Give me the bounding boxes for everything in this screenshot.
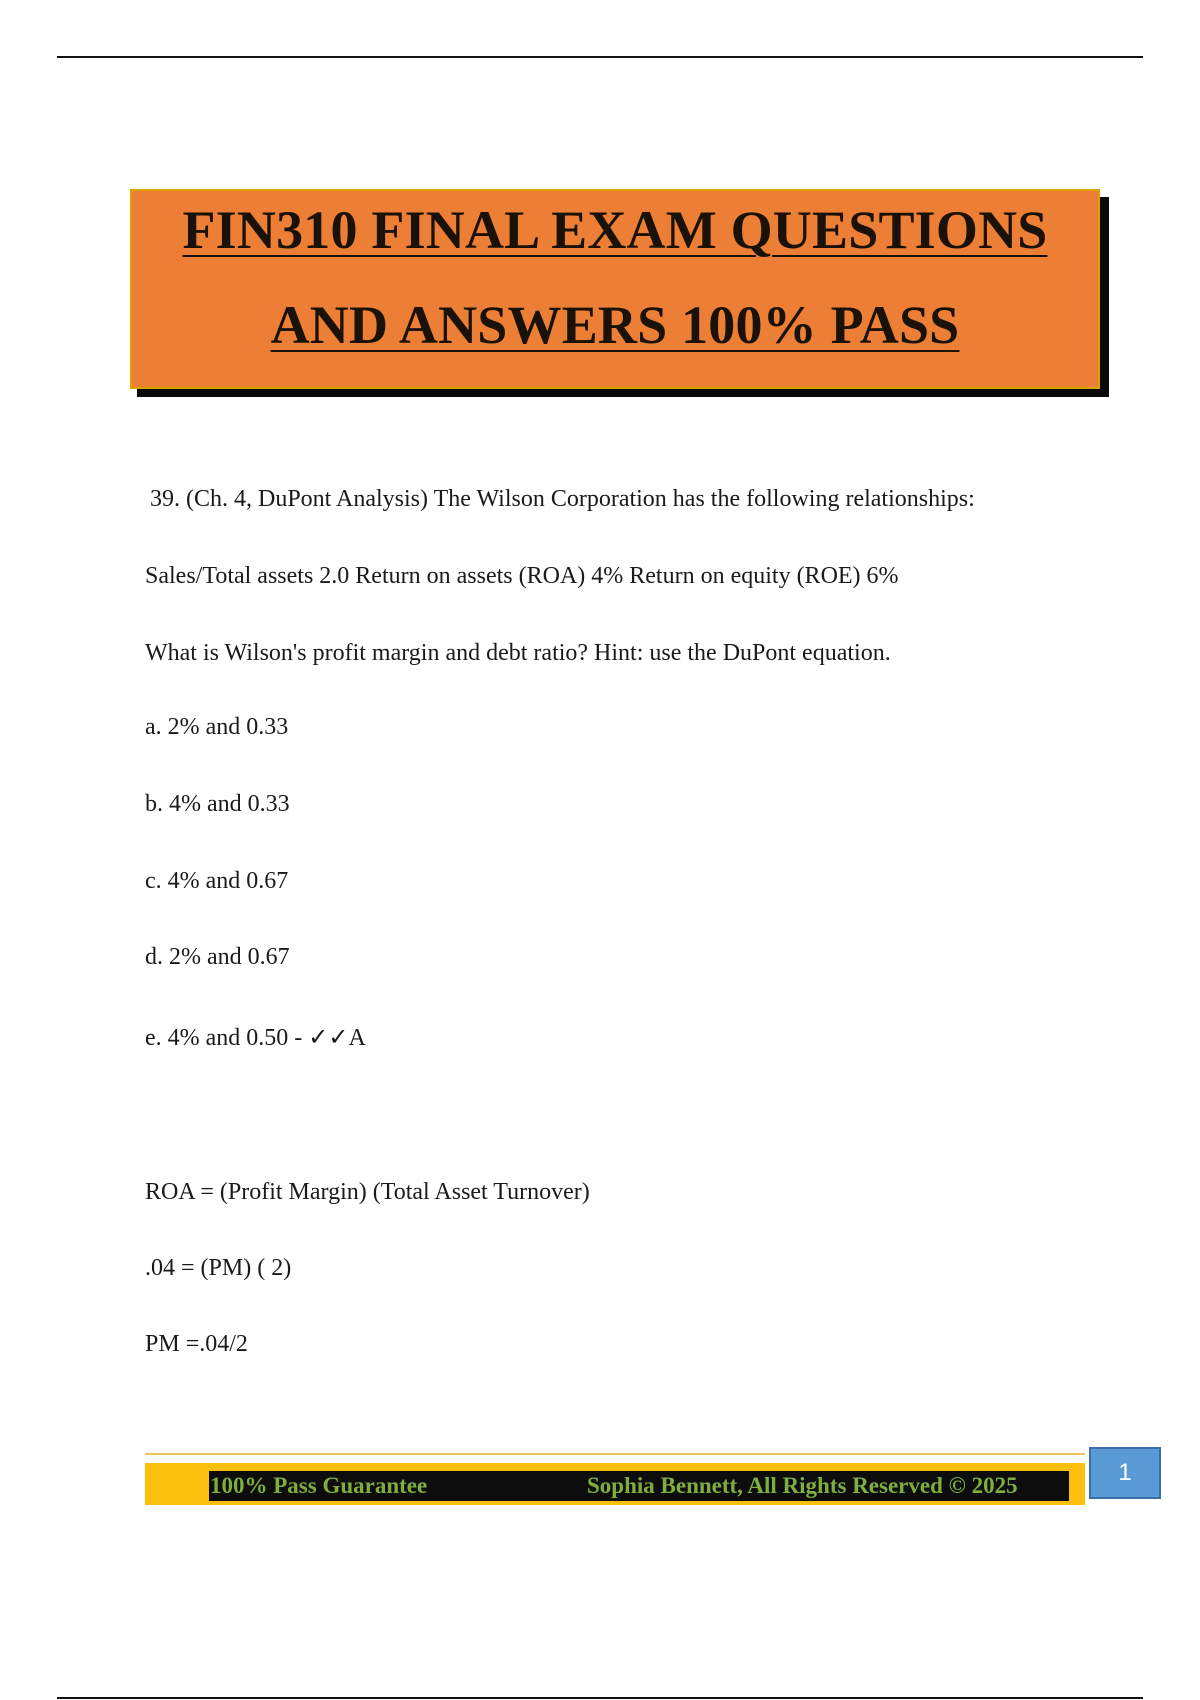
title-box <box>130 189 1100 389</box>
footer-rule <box>145 1453 1085 1455</box>
question-given: Sales/Total assets 2.0 Return on assets (ROA) 4% Return on equity (ROE) 6% <box>145 563 899 589</box>
footer-left-text: 100% Pass Guarantee <box>210 1473 428 1498</box>
solution-line-3: PM =.04/2 <box>145 1331 248 1357</box>
option-d: d. 2% and 0.67 <box>145 944 290 970</box>
question-stem: 39. (Ch. 4, DuPont Analysis) The Wilson Corporation has the following relationships: <box>150 486 975 512</box>
title-line-2: AND ANSWERS 100% PASS <box>270 295 960 355</box>
option-b: b. 4% and 0.33 <box>145 791 290 817</box>
footer-copyright: Sophia Bennett, All Rights Reserved © 2025 <box>587 1473 1018 1498</box>
option-a: a. 2% and 0.33 <box>145 714 289 740</box>
question-prompt: What is Wilson's profit margin and debt ratio? Hint: use the DuPont equation. <box>145 640 891 666</box>
option-c: c. 4% and 0.67 <box>145 868 289 894</box>
solution-line-1: ROA = (Profit Margin) (Total Asset Turnover) <box>145 1179 590 1205</box>
top-rule <box>57 56 1143 58</box>
page-number: 1 <box>1089 1447 1161 1499</box>
bottom-rule <box>57 1697 1143 1699</box>
solution-line-2: .04 = (PM) ( 2) <box>145 1255 292 1281</box>
title-line-1: FIN310 FINAL EXAM QUESTIONS <box>182 200 1048 260</box>
option-e: e. 4% and 0.50 - ✓✓A <box>145 1025 366 1051</box>
